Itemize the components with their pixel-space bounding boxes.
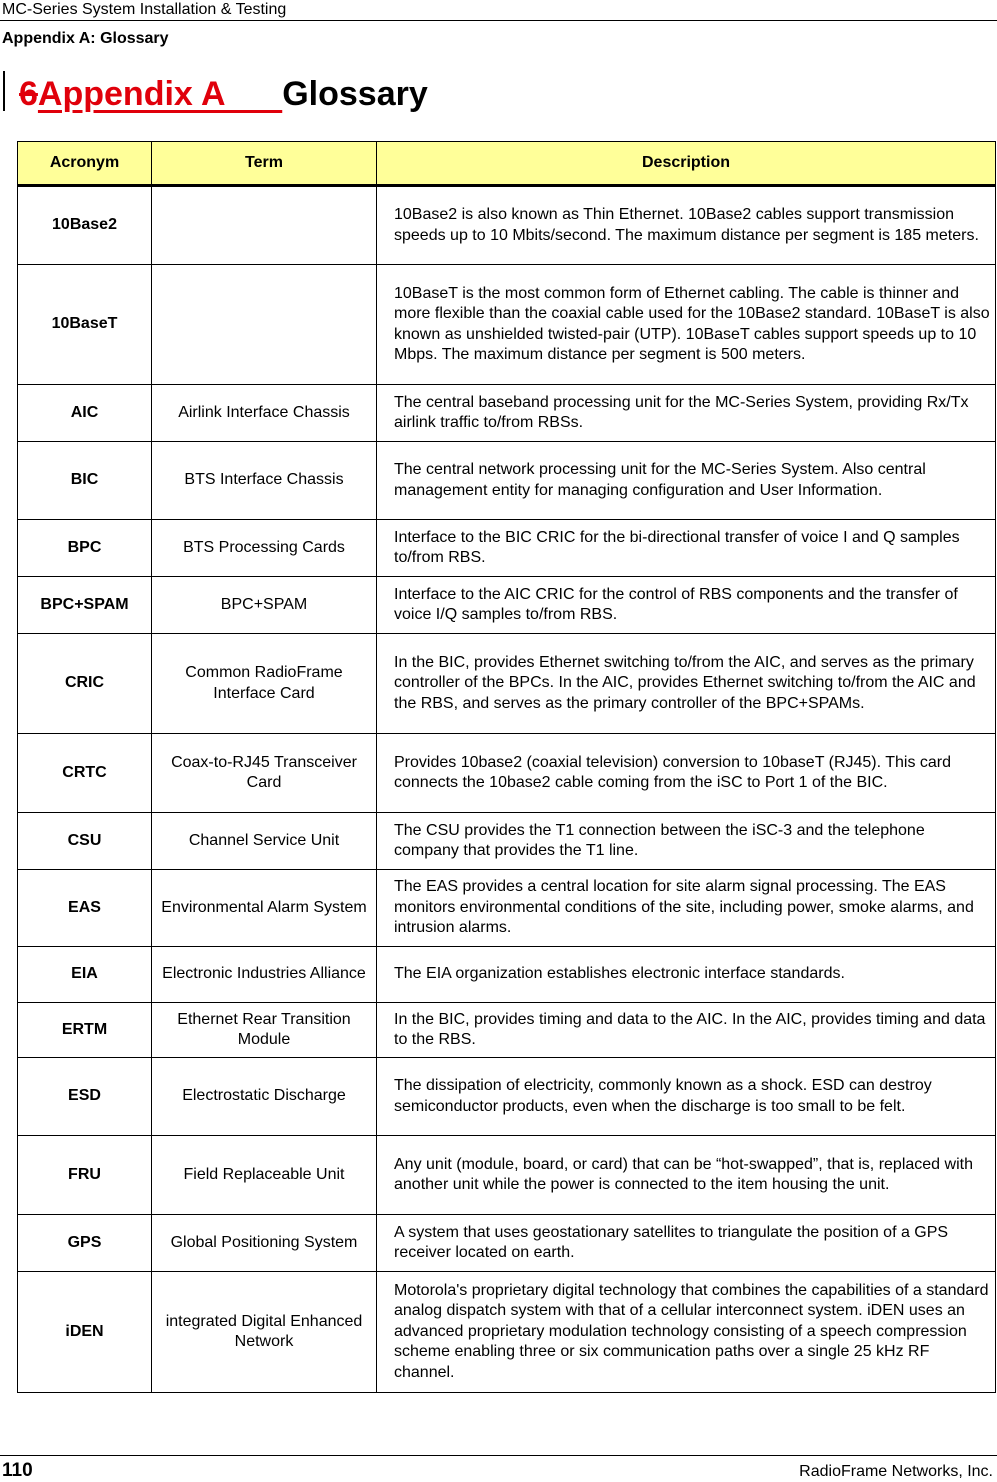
term-cell: Electronic Industries Alliance [152, 947, 377, 1003]
term-cell [152, 265, 377, 385]
table-row [18, 813, 996, 870]
glossary-table [17, 141, 996, 1393]
column-header-term: Term [152, 142, 377, 186]
acronym-cell: ESD [18, 1058, 152, 1136]
inserted-appendix-label: Appendix A [37, 75, 283, 113]
term-cell: integrated Digital Enhanced Network [152, 1272, 377, 1393]
acronym-cell: FRU [18, 1136, 152, 1215]
acronym-cell: GPS [18, 1215, 152, 1272]
table-row [18, 577, 996, 634]
term-cell: Airlink Interface Chassis [152, 385, 377, 442]
description-cell: In the BIC, provides timing and data to the AIC. In the AIC, provides timing and data to the RBS. [377, 1003, 996, 1058]
column-header-acronym: Acronym [18, 142, 152, 186]
table-row [18, 520, 996, 577]
description-cell: A system that uses geostationary satellites to triangulate the position of a GPS receiver located on earth. [377, 1215, 996, 1272]
term-cell: Field Replaceable Unit [152, 1136, 377, 1215]
page-number: 110 [2, 1460, 33, 1481]
description-cell: The CSU provides the T1 connection between the iSC-3 and the telephone company that provides the T1 line. [377, 813, 996, 870]
term-cell: Global Positioning System [152, 1215, 377, 1272]
deleted-chapter-number: 6 [19, 75, 38, 113]
title-text: Glossary [282, 75, 428, 113]
table-row [18, 265, 996, 385]
acronym-cell: ERTM [18, 1003, 152, 1058]
term-cell [152, 186, 377, 265]
acronym-cell: iDEN [18, 1272, 152, 1393]
acronym-cell: AIC [18, 385, 152, 442]
description-cell: Interface to the BIC CRIC for the bi-directional transfer of voice I and Q samples to/from RBS. [377, 520, 996, 577]
table-row [18, 1215, 996, 1272]
acronym-cell: CRIC [18, 634, 152, 734]
table-row [18, 734, 996, 813]
term-cell: BTS Interface Chassis [152, 442, 377, 520]
acronym-cell: 10BaseT [18, 265, 152, 385]
term-cell: Common RadioFrame Interface Card [152, 634, 377, 734]
table-row [18, 947, 996, 1003]
description-cell: 10BaseT is the most common form of Ethernet cabling. The cable is thinner and more flexible than the coaxial cable used for the 10Base2 standard. 10BaseT is also known as unshielded twisted-pair (UTP). 10BaseT cables support speeds up to 10 Mbps. The maximum distance per segment is 500 meters. [377, 265, 996, 385]
term-cell: Ethernet Rear Transition Module [152, 1003, 377, 1058]
description-cell: In the BIC, provides Ethernet switching to/from the AIC, and serves as the primary controller of the BPCs. In the AIC, provides Ethernet switching to/from the AIC and the RBS, and serves as the primary controller of the BPC+SPAMs. [377, 634, 996, 734]
footer-rule [0, 1455, 997, 1456]
acronym-cell: EIA [18, 947, 152, 1003]
table-row [18, 634, 996, 734]
description-cell: The EAS provides a central location for site alarm signal processing. The EAS monitors environmental conditions of the site, including power, smoke alarms, and intrusion alarms. [377, 870, 996, 947]
description-cell: The EIA organization establishes electronic interface standards. [377, 947, 996, 1003]
table-row [18, 1272, 996, 1393]
table-row [18, 870, 996, 947]
table-row [18, 1136, 996, 1215]
acronym-cell: CRTC [18, 734, 152, 813]
table-row [18, 442, 996, 520]
description-cell: 10Base2 is also known as Thin Ethernet. 10Base2 cables support transmission speeds up to 10 Mbits/second. The maximum distance per segment is 185 meters. [377, 186, 996, 265]
revision-change-bar [3, 71, 5, 111]
acronym-cell: 10Base2 [18, 186, 152, 265]
page-title [19, 73, 428, 115]
term-cell: BPC+SPAM [152, 577, 377, 634]
running-header-title: MC-Series System Installation & Testing [2, 1, 287, 18]
term-cell: Environmental Alarm System [152, 870, 377, 947]
acronym-cell: BPC+SPAM [18, 577, 152, 634]
column-header-description: Description [377, 142, 996, 186]
description-cell: Provides 10base2 (coaxial television) conversion to 10baseT (RJ45). This card connects the 10base2 cable coming from the iSC to Port 1 of the BIC. [377, 734, 996, 813]
table-row [18, 385, 996, 442]
description-cell: The central network processing unit for the MC-Series System. Also central management entity for managing configuration and User Information. [377, 442, 996, 520]
acronym-cell: EAS [18, 870, 152, 947]
acronym-cell: CSU [18, 813, 152, 870]
header-rule [0, 20, 997, 21]
description-cell: Interface to the AIC CRIC for the control of RBS components and the transfer of voice I/Q samples to/from RBS. [377, 577, 996, 634]
acronym-cell: BPC [18, 520, 152, 577]
running-header-section: Appendix A: Glossary [2, 30, 169, 47]
term-cell: Channel Service Unit [152, 813, 377, 870]
table-header-row [18, 142, 996, 186]
footer-company: RadioFrame Networks, Inc. [799, 1463, 993, 1480]
description-cell: The dissipation of electricity, commonly known as a shock. ESD can destroy semiconductor products, even when the discharge is too small to be felt. [377, 1058, 996, 1136]
table-row [18, 1003, 996, 1058]
table-row [18, 1058, 996, 1136]
acronym-cell: BIC [18, 442, 152, 520]
table-row [18, 186, 996, 265]
term-cell: Electrostatic Discharge [152, 1058, 377, 1136]
term-cell: BTS Processing Cards [152, 520, 377, 577]
description-cell: Motorola's proprietary digital technology that combines the capabilities of a standard analog dispatch system with that of a cellular interconnect system. iDEN uses an advanced proprietary modulation technology consisting of a speech compression scheme enabling three or six communication paths over a single 25 kHz RF channel. [377, 1272, 996, 1393]
description-cell: The central baseband processing unit for the MC-Series System, providing Rx/Tx airlink traffic to/from RBSs. [377, 385, 996, 442]
term-cell: Coax-to-RJ45 Transceiver Card [152, 734, 377, 813]
description-cell: Any unit (module, board, or card) that can be “hot-swapped”, that is, replaced with another unit while the power is connected to the item housing the unit. [377, 1136, 996, 1215]
